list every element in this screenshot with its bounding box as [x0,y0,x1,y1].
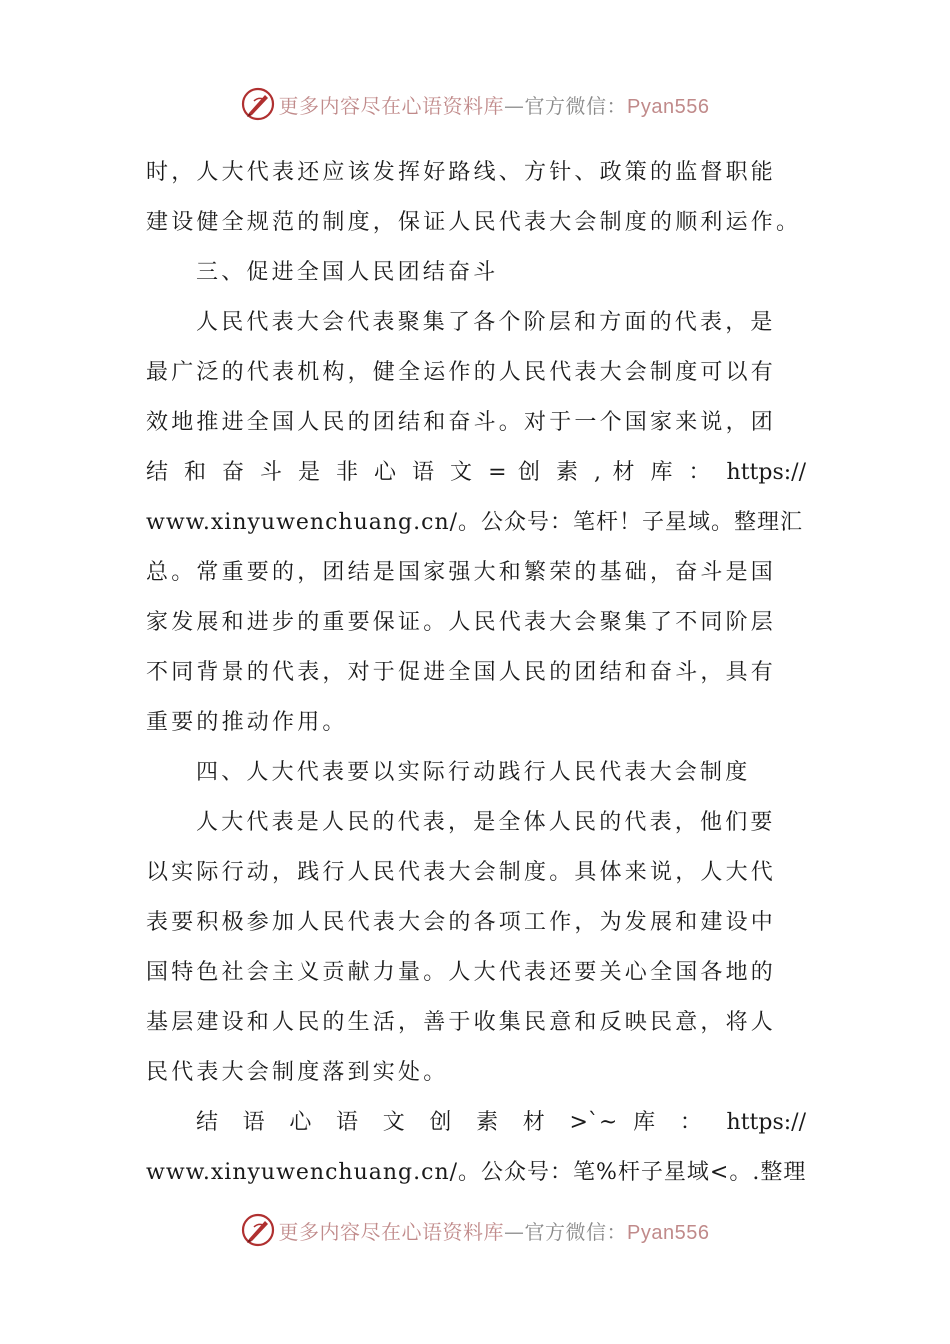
pen-logo-icon [241,87,275,121]
section-heading: 三、促进全国人民团结奋斗 [196,260,499,285]
banner-main-text: 更多内容尽在心语资料库 [278,1219,505,1244]
text-line: 总。常重要的，团结是国家强大和繁荣的基础，奋斗是国 [146,560,777,585]
text-line: 效地推进全国人民的团结和奋斗。对于一个国家来说，团 [146,410,777,435]
footer-watermark-banner [0,1210,950,1250]
text-line: 表要积极参加人民代表大会的各项工作，为发展和建设中 [146,910,777,935]
text-line: 结 和 奋 斗 是 非 心 语 文 = 创 素 , 材 库 ： https:// [146,460,806,485]
text-line: 人大代表是人民的代表，是全体人民的代表，他们要 [196,810,776,835]
text-line: 基层建设和人民的生活，善于收集民意和反映民意，将人 [146,1010,777,1035]
text-line: 人民代表大会代表聚集了各个阶层和方面的代表，是 [196,310,776,335]
text-line: 以实际行动，践行人民代表大会制度。具体来说，人大代 [146,860,777,885]
banner-wechat-label: 官方微信： [524,1219,628,1244]
text-line: www.xinyuwenchuang.cn/。公众号：笔%杆子星域<。.整理 [146,1160,807,1185]
text-line: www.xinyuwenchuang.cn/。公众号：笔杆！子星域。整理汇 [146,510,804,535]
banner-text [279,1216,710,1245]
section-heading: 四、人大代表要以实际行动践行人民代表大会制度 [196,760,751,785]
banner-dash: — [504,93,525,118]
banner-wechat-label: 官方微信： [524,93,628,118]
header-watermark-banner [0,84,950,124]
pen-logo-icon [241,1213,275,1247]
text-line: 最广泛的代表机构，健全运作的人民代表大会制度可以有 [146,360,777,385]
banner-text [279,90,710,119]
banner-dash: — [504,1219,525,1244]
text-line: 重要的推动作用。 [146,710,348,735]
text-line: 家发展和进步的重要保证。人民代表大会聚集了不同阶层 [146,610,777,635]
text-line: 民代表大会制度落到实处。 [146,1060,449,1085]
text-line: 结 语 心 语 文 创 素 材 >`~ 库 ： https:// [196,1110,806,1135]
text-line: 建设健全规范的制度，保证人民代表大会制度的顺利运作。 [146,210,802,235]
banner-wechat-id: Pyan556 [627,1221,710,1244]
text-line: 国特色社会主义贡献力量。人大代表还要关心全国各地的 [146,960,777,985]
text-line: 不同背景的代表，对于促进全国人民的团结和奋斗，具有 [146,660,777,685]
banner-main-text: 更多内容尽在心语资料库 [278,93,505,118]
banner-wechat-id: Pyan556 [627,95,710,118]
text-line: 时，人大代表还应该发挥好路线、方针、政策的监督职能 [146,160,777,185]
document-body [146,148,806,1198]
